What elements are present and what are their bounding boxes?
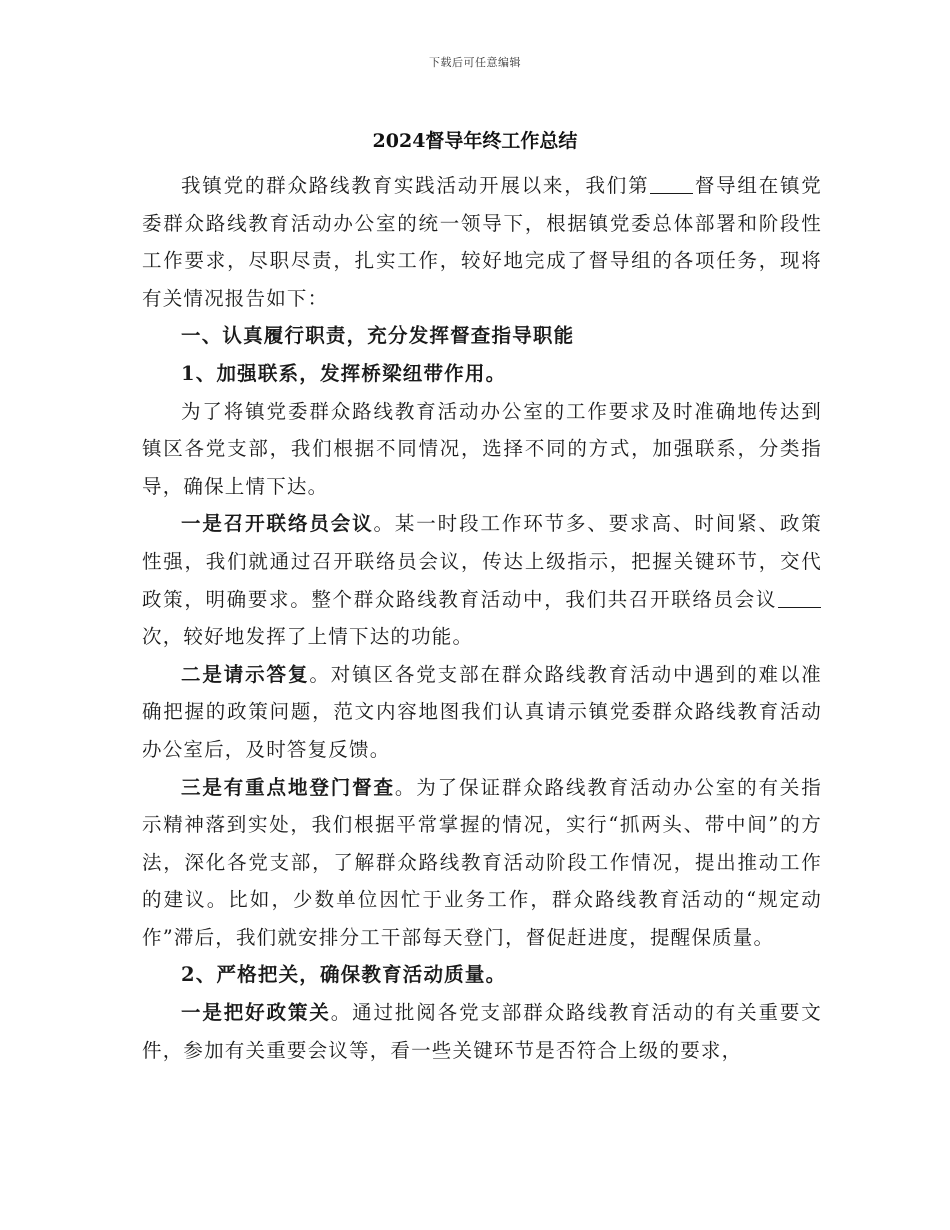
subsection-heading-2: 2、严格把关，确保教育活动质量。 <box>181 963 507 987</box>
fill-blank <box>650 174 693 195</box>
subsection-heading-1: 1、加强联系，发挥桥梁纽带作用。 <box>181 361 507 385</box>
item-4-text: 。通过批阅各党支部群众路线教育活动的有关重要文件，参加有关重要会议等，看一些关键环节是否符合上级的要求， <box>142 1001 822 1062</box>
document-body <box>142 167 822 1069</box>
document-title: 2024督导年终工作总结 <box>372 130 578 152</box>
item-3-lead: 三是有重点地登门督查 <box>181 775 395 799</box>
subsection-1-paragraph: 为了将镇党委群众路线教育活动办公室的工作要求及时准确地传达到镇区各党支部，我们根据不同情况，选择不同的方式，加强联系，分类指导，确保上情下达。 <box>142 399 822 498</box>
section-heading: 一、认真履行职责，充分发挥督查指导职能 <box>181 324 575 348</box>
item-4-lead: 一是把好政策关 <box>181 1001 331 1025</box>
item-2-lead: 二是请示答复 <box>181 662 310 686</box>
item-4-paragraph <box>142 994 822 1069</box>
intro-paragraph <box>142 167 822 317</box>
intro-text-part1: 我镇党的群众路线教育实践活动开展以来，我们第 <box>181 174 650 197</box>
fill-blank <box>778 587 821 608</box>
item-1-text-part2: 次，较好地发挥了上情下达的功能。 <box>142 625 474 649</box>
item-1-paragraph <box>142 505 822 655</box>
item-2-text: 。对镇区各党支部在群众路线教育活动中遇到的难以准确把握的政策问题，范文内容地图我们认真请示镇党委群众路线教育活动办公室后，及时答复反馈。 <box>142 662 822 761</box>
item-1-text-part1: 。某一时段工作环节多、要求高、时间紧、政策性强，我们就通过召开联络员会议，传达上级指示，把握关键环节，交代政策，明确要求。整个群众路线教育活动中，我们共召开联络员会议 <box>142 512 822 611</box>
header-note: 下载后可任意编辑 <box>429 56 521 69</box>
item-3-text: 。为了保证群众路线教育活动办公室的有关指示精神落到实处，我们根据平常掌握的情况，实行“抓两头、带中间”的方法，深化各党支部，了解群众路线教育活动阶段工作情况，提出推动工作的建议。比如，少数单位因忙于业务工作，群众路线教育活动的“规定动作”滞后，我们就安排分工干部每天登门，督促赶进度，提醒保质量。 <box>142 775 822 949</box>
item-2-paragraph <box>142 656 822 769</box>
intro-text-part2: 督导组在镇党委群众路线教育活动办公室的统一领导下，根据镇党委总体部署和阶段性工作要求，尽职尽责，扎实工作，较好地完成了督导组的各项任务，现将有关情况报告如下： <box>142 174 823 310</box>
item-3-paragraph <box>142 769 822 957</box>
item-1-lead: 一是召开联络员会议 <box>181 512 374 536</box>
